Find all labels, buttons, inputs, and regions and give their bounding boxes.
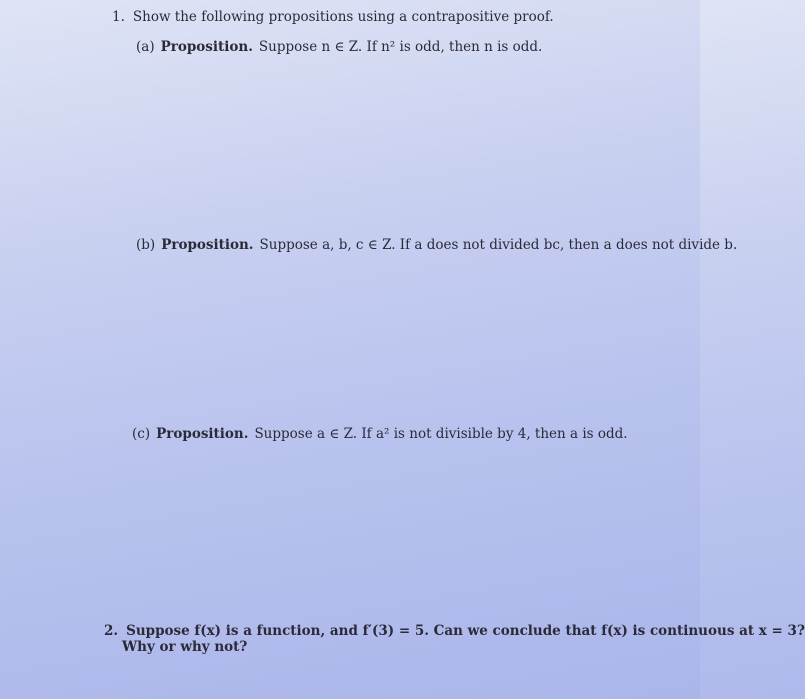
part-b-proposition-label: Proposition. <box>161 237 254 253</box>
problem-2-line-1 <box>104 623 805 639</box>
part-b-text: Suppose a, b, c ∈ Z. If a does not divided bc, then a does not divide b. <box>259 237 738 253</box>
problem-2-text: Suppose f(x) is a function, and f′(3) = 5. Can we conclude that f(x) is continuous at x = 3? <box>126 623 805 639</box>
problem-2-followup: Why or why not? <box>122 639 248 655</box>
problem-2-number: 2. <box>104 623 119 639</box>
problem-1a <box>136 39 542 55</box>
problem-1-number: 1. <box>112 9 125 25</box>
problem-2-line-2 <box>122 639 247 655</box>
problem-1c <box>132 426 628 442</box>
problem-1b <box>136 237 737 253</box>
part-c-label: (c) <box>132 426 151 442</box>
part-a-label: (a) <box>136 39 155 55</box>
part-c-proposition-label: Proposition. <box>156 426 249 442</box>
part-a-text: Suppose n ∈ Z. If n² is odd, then n is odd. <box>258 39 543 55</box>
part-b-label: (b) <box>136 237 156 253</box>
problem-1-text: Show the following propositions using a contrapositive proof. <box>132 9 554 25</box>
problem-1-intro <box>112 9 554 25</box>
part-c-text: Suppose a ∈ Z. If a² is not divisible by 4, then a is odd. <box>254 426 628 442</box>
part-a-proposition-label: Proposition. <box>160 39 253 55</box>
